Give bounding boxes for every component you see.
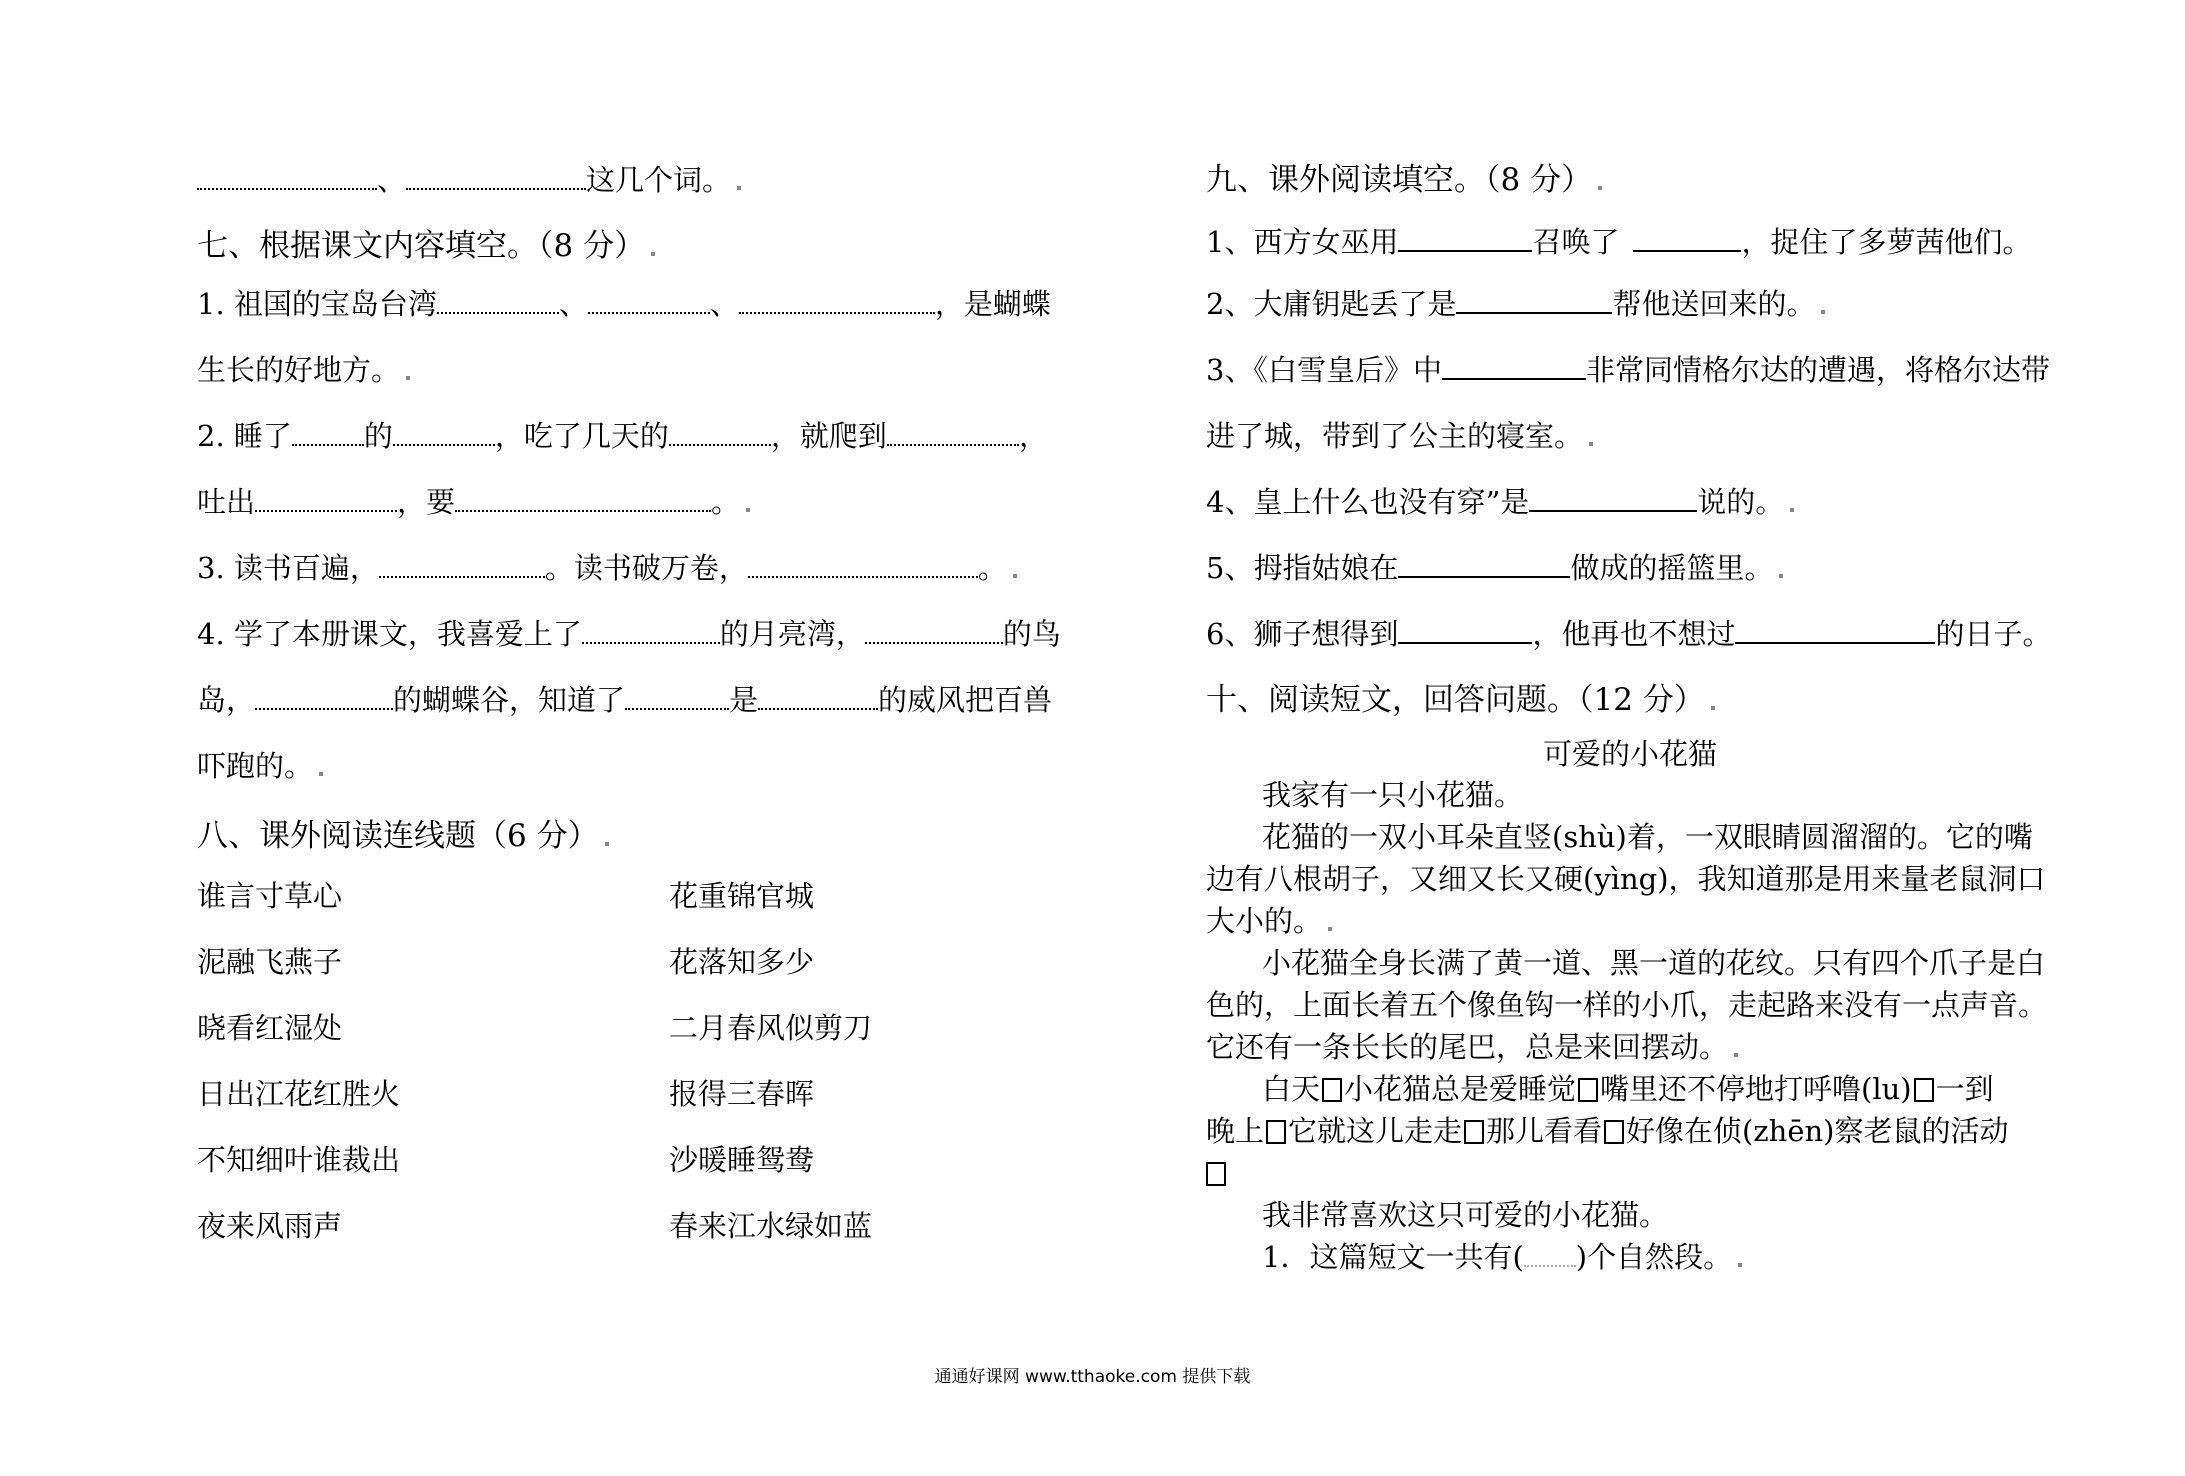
question-7-1: 1. 祖国的宝岛台湾 、 、 ，是蝴蝶 <box>197 287 1051 321</box>
blank[interactable] <box>1456 285 1612 314</box>
match-right-item[interactable]: 报得三春晖 <box>669 1077 815 1111</box>
blank[interactable] <box>292 417 364 446</box>
question-7-3: 3. 读书百遍， 。读书破万卷， 。 <box>197 548 1017 588</box>
punctuation-box[interactable] <box>1206 1162 1226 1186</box>
match-right-item[interactable]: 花落知多少 <box>669 945 815 979</box>
answer-blank[interactable] <box>1524 1238 1576 1267</box>
match-right-item[interactable]: 春来江水绿如蓝 <box>669 1209 873 1243</box>
blank[interactable] <box>1735 615 1935 644</box>
footer-credit: 通通好课网 www.tthaoke.com 提供下载 <box>934 1367 1251 1387</box>
punctuation-box[interactable] <box>1464 1120 1484 1144</box>
blank[interactable] <box>1529 483 1697 512</box>
blank[interactable] <box>455 483 711 512</box>
question-9-2: 2、大庸钥匙丢了是 帮他送回来的。 <box>1206 284 1825 324</box>
question-7-4-cont2: 吓跑的。 <box>197 746 323 786</box>
blank[interactable] <box>197 161 377 190</box>
blank[interactable] <box>1442 351 1586 380</box>
match-left-item[interactable]: 不知细叶谁裁出 <box>197 1143 401 1177</box>
question-9-3-cont: 进了城，带到了公主的寝室。 <box>1206 416 1593 456</box>
story-paragraph-cont: 色的，上面长着五个像鱼钩一样的小爪，走起路来没有一点声音。 <box>1206 988 2048 1022</box>
blank[interactable] <box>748 549 978 578</box>
match-left-item[interactable]: 谁言寸草心 <box>197 879 343 913</box>
question-7-2-cont: 吐出 ，要 。 <box>197 482 750 522</box>
story-title: 可爱的小花猫 <box>1543 737 1718 771</box>
match-right-item[interactable]: 花重锦官城 <box>669 879 815 913</box>
blank[interactable] <box>1398 615 1532 644</box>
blank[interactable] <box>1633 223 1741 252</box>
question-9-3: 3、《白雪皇后》中 非常同情格尔达的遭遇，将格尔达带 <box>1206 353 2050 387</box>
question-9-1: 1、西方女巫用 召唤了 ，捉住了多萝茜他们。 <box>1206 225 2032 259</box>
punctuation-box[interactable] <box>1604 1120 1624 1144</box>
blank[interactable] <box>739 285 935 314</box>
blank[interactable] <box>865 615 1003 644</box>
question-9-5: 5、拇指姑娘在 做成的摇篮里。 <box>1206 548 1783 588</box>
question-7-4: 4. 学了本册课文，我喜爱上了 的月亮湾， 的鸟 <box>197 617 1061 651</box>
match-left-item[interactable]: 日出江花红胜火 <box>197 1077 401 1111</box>
story-paragraph-cont <box>1206 1152 1228 1194</box>
punctuation-box[interactable] <box>1322 1078 1342 1102</box>
blank[interactable] <box>625 681 729 710</box>
story-paragraph: 我家有一只小花猫。 <box>1262 778 1524 812</box>
punctuation-box[interactable] <box>1578 1078 1598 1102</box>
story-paragraph-cont: 晚上 它就这儿走走 那儿看看 好像在侦(zhēn)察老鼠的活动 <box>1206 1114 2009 1148</box>
blank[interactable] <box>406 161 586 190</box>
match-right-item[interactable]: 二月春风似剪刀 <box>669 1011 873 1045</box>
story-paragraph: 花猫的一双小耳朵直竖(shù)着，一双眼睛圆溜溜的。它的嘴 <box>1262 820 2033 854</box>
section-8-title: 八、课外阅读连线题（6 分） <box>197 816 609 856</box>
blank[interactable] <box>588 285 710 314</box>
blank[interactable] <box>758 681 878 710</box>
question-9-4: 4、皇上什么也没有穿”是 说的。 <box>1206 482 1794 522</box>
continuation-line: 、 这几个词。 <box>197 160 741 200</box>
blank[interactable] <box>379 549 545 578</box>
story-paragraph-cont: 它还有一条长长的尾巴，总是来回摆动。 <box>1206 1026 1738 1068</box>
story-paragraph-cont: 大小的。 <box>1206 900 1332 942</box>
punctuation-box[interactable] <box>1914 1078 1934 1102</box>
story-paragraph: 白天 小花猫总是爱睡觉 嘴里还不停地打呼噜(lu) 一到 <box>1262 1072 1994 1106</box>
question-7-4-cont: 岛， 的蝴蝶谷，知道了 是 的威风把百兽 <box>197 683 1053 717</box>
question-9-6: 6、狮子想得到 ，他再也不想过 的日子。 <box>1206 617 2052 651</box>
question-7-1-cont: 生长的好地方。 <box>197 350 410 390</box>
blank[interactable] <box>255 681 393 710</box>
blank[interactable] <box>582 615 720 644</box>
blank[interactable] <box>887 417 1019 446</box>
punctuation-box[interactable] <box>1266 1120 1286 1144</box>
blank[interactable] <box>669 417 771 446</box>
match-left-item[interactable]: 泥融飞燕子 <box>197 945 343 979</box>
reading-question-1: 1．这篇短文一共有( )个自然段。 <box>1262 1236 1742 1278</box>
match-right-item[interactable]: 沙暖睡鸳鸯 <box>669 1143 815 1177</box>
blank[interactable] <box>1398 223 1532 252</box>
story-paragraph: 我非常喜欢这只可爱的小花猫。 <box>1262 1198 1669 1232</box>
story-paragraph: 小花猫全身长满了黄一道、黑一道的花纹。只有四个爪子是白 <box>1262 946 2046 980</box>
story-paragraph-cont: 边有八根胡子，又细又长又硬(yìng)，我知道那是用来量老鼠洞口 <box>1206 862 2046 896</box>
blank[interactable] <box>1398 549 1570 578</box>
section-10-title: 十、阅读短文，回答问题。（12 分） <box>1206 680 1715 720</box>
question-7-2: 2. 睡了 的 ，吃了几天的 ，就爬到 ， <box>197 419 1048 453</box>
section-9-title: 九、课外阅读填空。（8 分） <box>1206 160 1602 200</box>
section-7-title: 七、根据课文内容填空。（8 分） <box>197 226 655 266</box>
match-left-item[interactable]: 夜来风雨声 <box>197 1209 343 1243</box>
blank[interactable] <box>437 285 559 314</box>
match-left-item[interactable]: 晓看红湿处 <box>197 1011 343 1045</box>
blank[interactable] <box>393 417 495 446</box>
blank[interactable] <box>255 483 397 512</box>
